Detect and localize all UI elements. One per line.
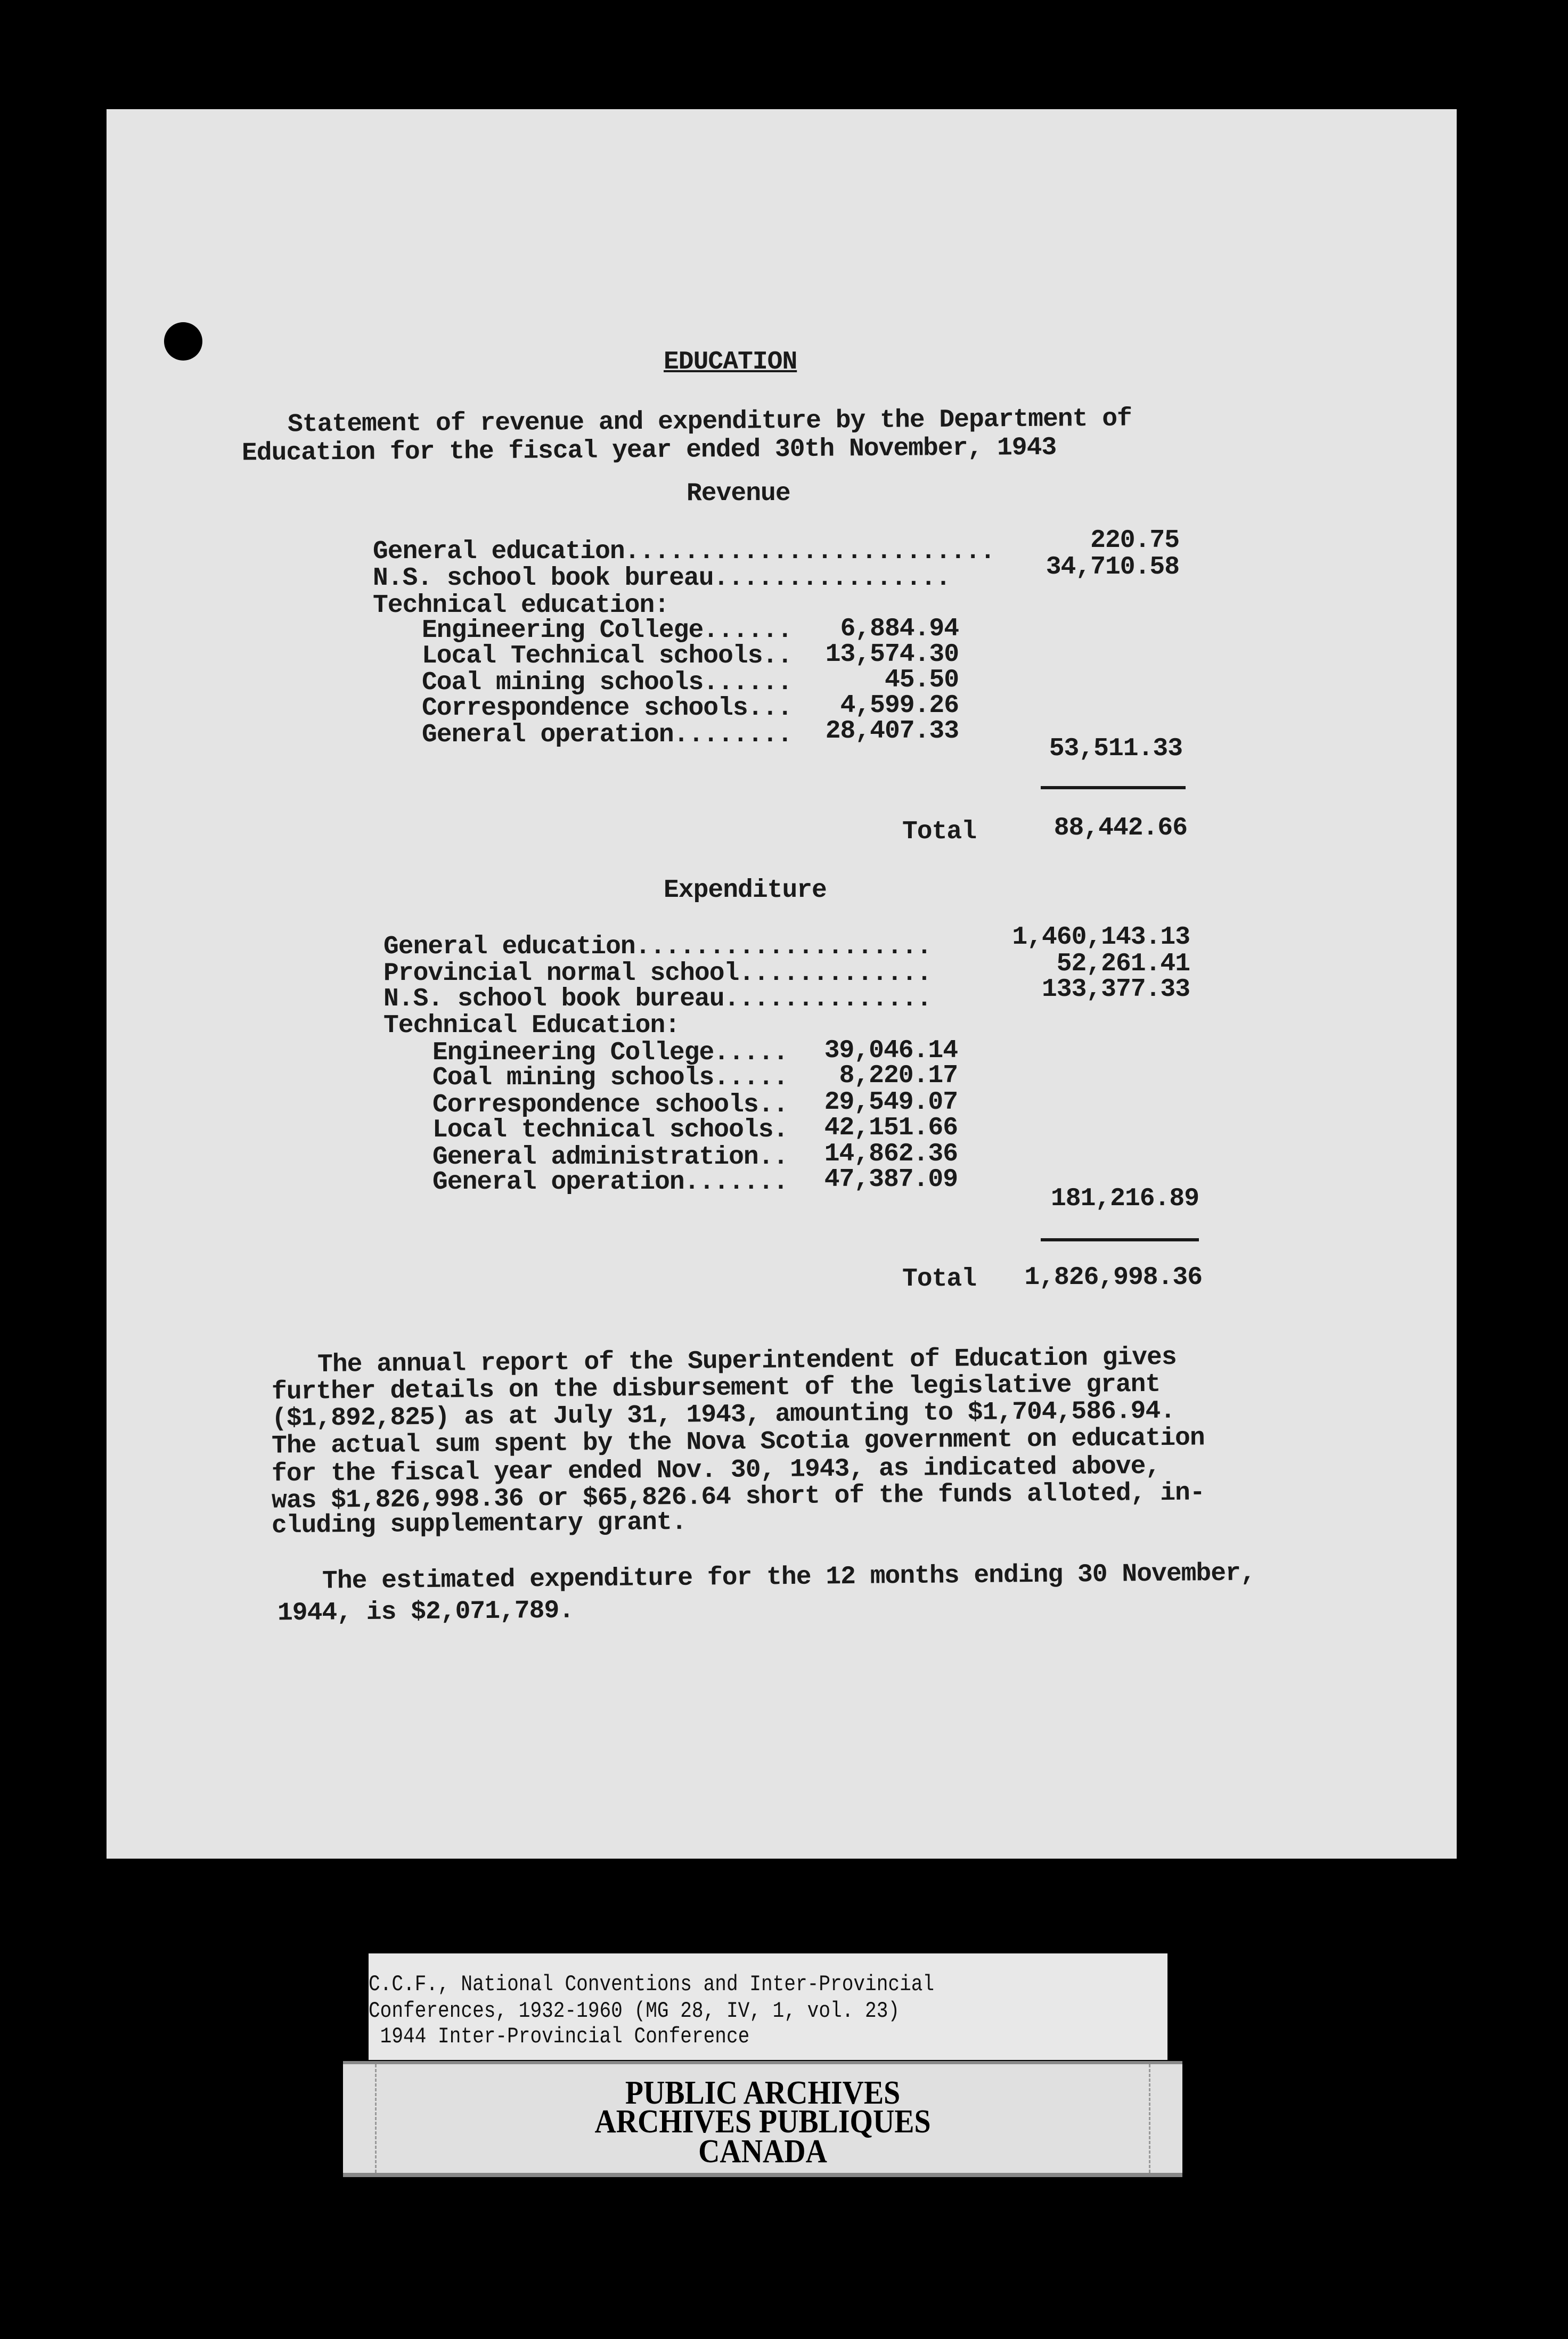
- hole-punch: [164, 322, 202, 361]
- expenditure-rule: [1041, 1238, 1199, 1241]
- revenue-tech-label: General operation........: [422, 721, 793, 749]
- stamp-line: PUBLIC ARCHIVES: [625, 2075, 901, 2111]
- expenditure-tech-amount: 42,151.66: [824, 1114, 958, 1142]
- expenditure-tech-label: Local technical schools.: [432, 1116, 788, 1144]
- expenditure-row-label: Technical Education:: [383, 1011, 680, 1040]
- revenue-tech-label: Correspondence schools...: [422, 694, 793, 723]
- expenditure-row-amount: 1,460,143.13: [1012, 923, 1190, 952]
- revenue-total-label: Total: [902, 817, 977, 846]
- revenue-row-amount: 34,710.58: [1046, 553, 1179, 582]
- expenditure-total-label: Total: [902, 1265, 977, 1294]
- expenditure-heading: Expenditure: [664, 876, 827, 905]
- expenditure-subtotal: 181,216.89: [1050, 1184, 1199, 1213]
- expenditure-tech-amount: 8,220.17: [839, 1061, 958, 1090]
- expenditure-row-label: General education....................: [383, 933, 932, 961]
- stamp-line: CANADA: [698, 2133, 827, 2170]
- paragraph-line: The estimated expenditure for the 12 months ending 30 November,: [322, 1559, 1255, 1596]
- paragraph-line: ($1,892,825) as at July 31, 1943, amounting to $1,704,586.94.: [271, 1396, 1175, 1434]
- expenditure-tech-label: General operation.......: [432, 1168, 788, 1197]
- expenditure-row-amount: 52,261.41: [1056, 950, 1190, 978]
- revenue-row-label: Technical education:: [373, 591, 669, 620]
- archive-label: [369, 1953, 1167, 2060]
- paragraph-line: 1944, is $2,071,789.: [277, 1596, 574, 1628]
- expenditure-tech-label: Coal mining schools.....: [432, 1064, 788, 1092]
- expenditure-total: 1,826,998.36: [1024, 1263, 1202, 1292]
- revenue-heading: Revenue: [687, 479, 790, 508]
- stamp-line: ARCHIVES PUBLIQUES: [594, 2104, 931, 2140]
- revenue-subtotal: 53,511.33: [1049, 734, 1182, 763]
- expenditure-tech-amount: 29,549.07: [824, 1088, 958, 1117]
- statement-line: Education for the fiscal year ended 30th November, 1943: [241, 433, 1057, 468]
- revenue-rule: [1041, 786, 1186, 789]
- expenditure-row-label: Provincial normal school.............: [383, 959, 932, 988]
- paragraph-line: was $1,826,998.36 or $65,826.64 short of the funds alloted, in-: [271, 1478, 1205, 1516]
- revenue-tech-amount: 45.50: [884, 666, 959, 694]
- revenue-row-label: N.S. school book bureau................: [373, 564, 951, 593]
- revenue-row-amount: 220.75: [1090, 526, 1179, 555]
- expenditure-tech-label: General administration..: [432, 1143, 788, 1172]
- archive-label-line: Conferences, 1932-1960 (MG 28, IV, 1, vol. 23): [369, 1998, 900, 2024]
- expenditure-tech-label: Engineering College.....: [432, 1038, 788, 1067]
- revenue-tech-label: Engineering College......: [422, 616, 793, 645]
- paragraph-line: The actual sum spent by the Nova Scotia government on education: [271, 1424, 1205, 1461]
- revenue-tech-amount: 13,574.30: [825, 640, 959, 669]
- revenue-tech-label: Coal mining schools......: [422, 668, 793, 697]
- revenue-tech-amount: 6,884.94: [840, 615, 959, 643]
- expenditure-tech-amount: 14,862.36: [824, 1140, 958, 1168]
- revenue-tech-label: Local Technical schools..: [422, 642, 793, 670]
- revenue-total: 88,442.66: [1054, 814, 1187, 843]
- paragraph-line: cluding supplementary grant.: [271, 1508, 687, 1541]
- expenditure-row-label: N.S. school book bureau..............: [383, 985, 932, 1013]
- revenue-tech-amount: 4,599.26: [840, 691, 959, 720]
- archive-label-line: 1944 Inter-Provincial Conference: [369, 2024, 750, 2049]
- paragraph-line: further details on the disbursement of the legislative grant: [271, 1370, 1161, 1407]
- paragraph-line: for the fiscal year ended Nov. 30, 1943, as indicated above,: [271, 1452, 1161, 1489]
- archives-stamp: [343, 2061, 1182, 2177]
- expenditure-tech-amount: 47,387.09: [824, 1165, 958, 1194]
- statement-line: Statement of revenue and expenditure by the Department of: [287, 404, 1132, 439]
- expenditure-row-amount: 133,377.33: [1041, 975, 1190, 1004]
- archive-label-line: C.C.F., National Conventions and Inter-Provincial: [369, 1972, 935, 1997]
- expenditure-tech-label: Correspondence schools..: [432, 1091, 788, 1119]
- revenue-row-label: General education.........................: [373, 537, 995, 566]
- revenue-tech-amount: 28,407.33: [825, 717, 959, 746]
- paragraph-line: The annual report of the Superintendent of Education gives: [317, 1343, 1177, 1380]
- page-title: EDUCATION: [664, 348, 797, 377]
- expenditure-tech-amount: 39,046.14: [824, 1036, 958, 1065]
